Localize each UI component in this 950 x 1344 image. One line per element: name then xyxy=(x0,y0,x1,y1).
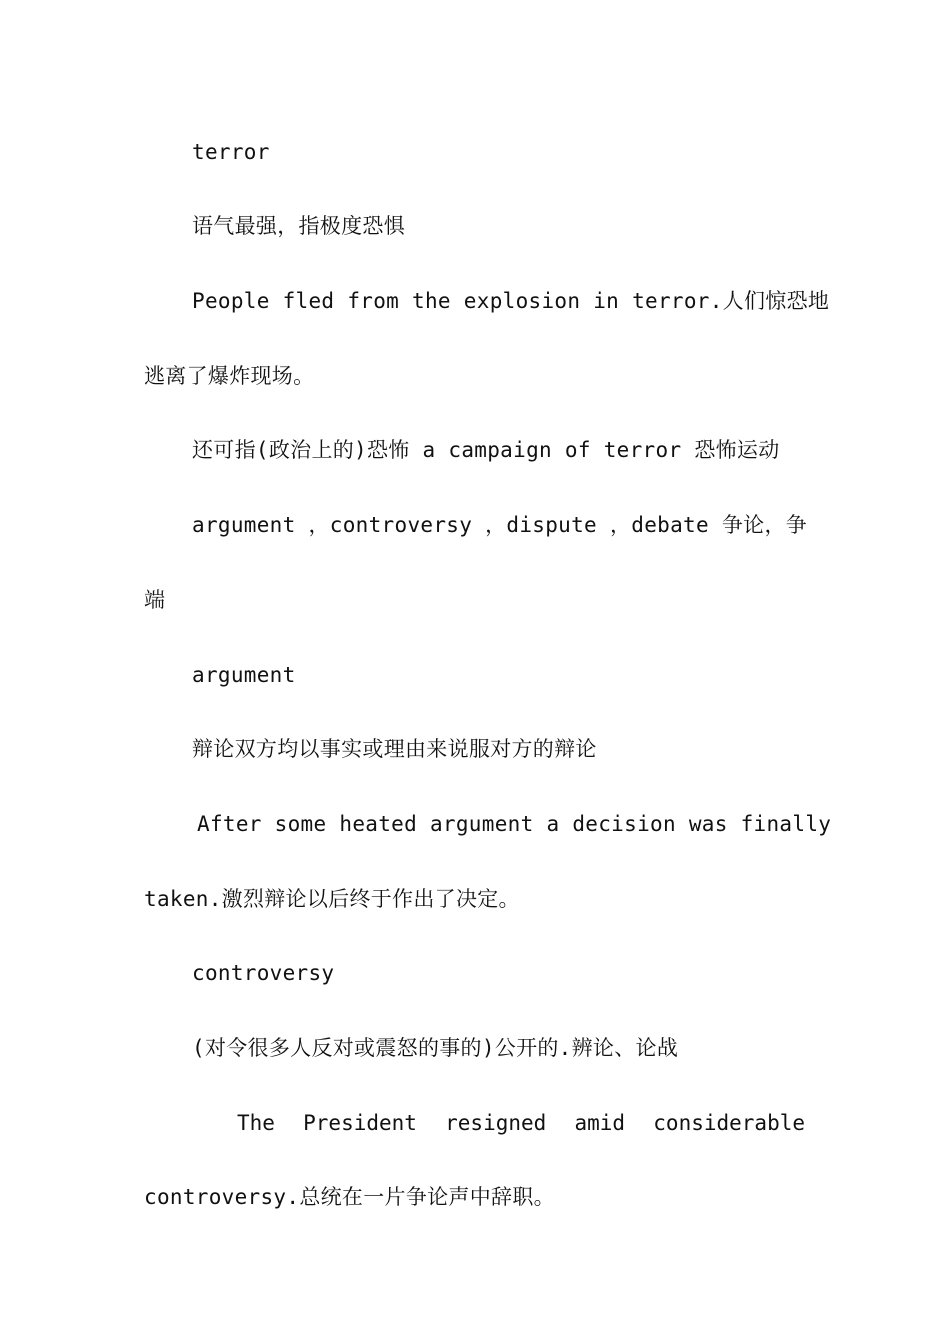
paragraph-line: 辩论双方均以事实或理由来说服对方的辩论 xyxy=(192,737,597,761)
example-sentence-line xyxy=(237,1108,805,1138)
example-sentence-line: taken.激烈辩论以后终于作出了决定。 xyxy=(144,887,520,911)
paragraph-line: (对令很多人反对或震怒的事的)公开的.辨论、论战 xyxy=(192,1036,679,1060)
paragraph-line: 还可指(政治上的)恐怖 a campaign of terror 恐怖运动 xyxy=(192,438,780,462)
paragraph-line: 语气最强，指极度恐惧 xyxy=(192,214,405,238)
heading-controversy: controversy xyxy=(192,961,335,985)
heading-terror: terror xyxy=(192,140,270,164)
word: amid xyxy=(574,1111,626,1135)
paragraph-line: argument ，controversy ，dispute ，debate 争论，争 xyxy=(192,513,808,537)
example-sentence-line: After some heated argument a decision was finally xyxy=(197,812,832,836)
word: The xyxy=(237,1111,275,1135)
word: resigned xyxy=(445,1111,547,1135)
heading-argument: argument xyxy=(192,663,296,687)
example-sentence-line: People fled from the explosion in terror.人们惊恐地 xyxy=(192,289,830,313)
word: President xyxy=(303,1111,417,1135)
example-sentence-line: 逃离了爆炸现场。 xyxy=(144,364,315,388)
paragraph-line: 端 xyxy=(144,588,166,612)
word: considerable xyxy=(653,1111,805,1135)
example-sentence-line: controversy.总统在一片争论声中辞职。 xyxy=(144,1185,555,1209)
